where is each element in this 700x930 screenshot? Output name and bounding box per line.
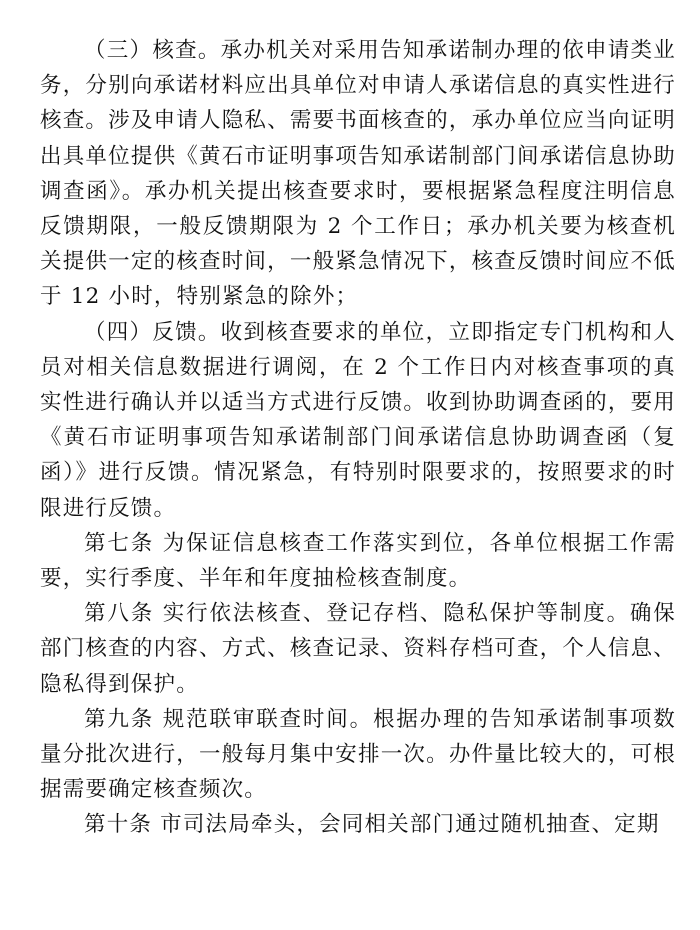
paragraph-feedback <box>40 315 676 526</box>
paragraph-lead: （四）反馈。 <box>84 319 221 345</box>
paragraph-text: 收到核查要求的单位，立即指定专门机构和人员对相关信息数据进行调阅，在 2 个工作日内对核查事项的真实性进行确认并以适当方式进行反馈。收到协助调查函的，要用《黄石市证明事项告知承诺制部门间承诺信息协助调查函（复函）》进行反馈。情况紧急，有特别时限要求的，按照要求的时限进行反馈。 <box>40 319 676 521</box>
paragraph-verification <box>40 33 676 315</box>
document-body <box>40 33 676 843</box>
article-number: 第七条 <box>84 530 155 556</box>
article-9 <box>40 702 676 808</box>
article-text: 为保证信息核查工作落实到位，各单位根据工作需要，实行季度、半年和年度抽检核查制度。 <box>40 530 676 592</box>
article-number: 第十条 <box>84 812 153 838</box>
article-number: 第八条 <box>84 601 155 627</box>
article-text: 市司法局牵头，会同相关部门通过随机抽查、定期 <box>152 812 660 838</box>
paragraph-text: 承办机关对采用告知承诺制办理的依申请类业务，分别向承诺材料应出具单位对申请人承诺信息的真实性进行核查。涉及申请人隐私、需要书面核查的，承办单位应当向证明出具单位提供《黄石市证明事项告知承诺制部门间承诺信息协助调查函》。承办机关提出核查要求时，要根据紧急程度注明信息反馈期限，一般反馈期限为 2 个工作日；承办机关要为核查机关提供一定的核查时间，一般紧急情况下，核查反馈时间应不低于 12 小时，特别紧急的除外； <box>40 38 676 310</box>
paragraph-lead: （三）核查。 <box>84 38 221 63</box>
article-10 <box>40 807 676 842</box>
article-7 <box>40 526 676 596</box>
article-number: 第九条 <box>84 706 155 732</box>
article-text: 实行依法核查、登记存档、隐私保护等制度。确保部门核查的内容、方式、核查记录、资料存档可查，个人信息、隐私得到保护。 <box>40 601 676 697</box>
article-text: 规范联审联查时间。根据办理的告知承诺制事项数量分批次进行，一般每月集中安排一次。办件量比较大的，可根据需要确定核查频次。 <box>40 706 676 803</box>
article-8 <box>40 596 676 702</box>
